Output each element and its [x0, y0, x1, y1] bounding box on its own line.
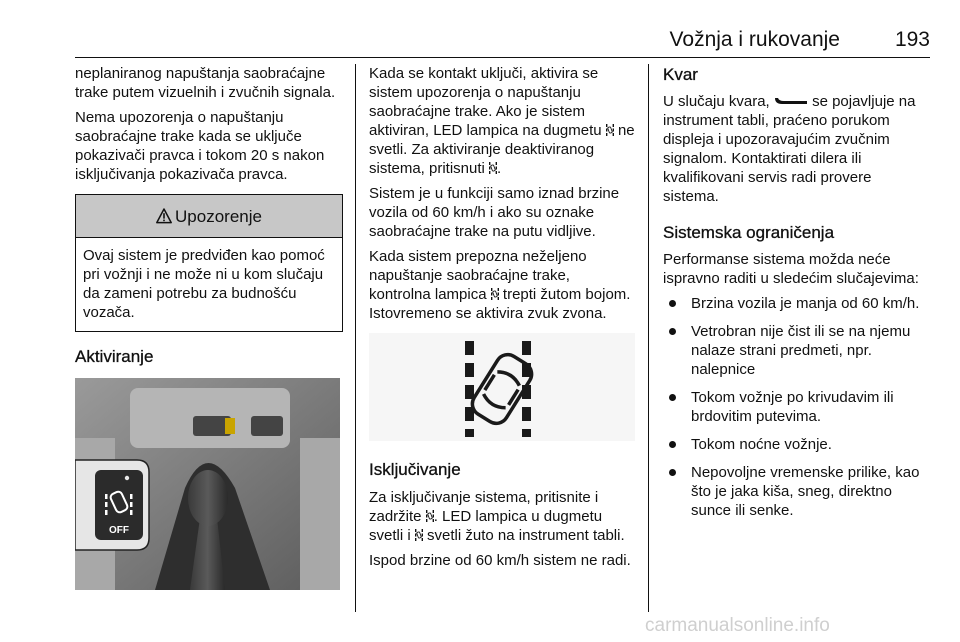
header-divider	[75, 57, 930, 58]
center-console-image	[75, 378, 340, 590]
lane-assist-icon	[491, 288, 499, 300]
page-header	[75, 26, 930, 56]
warning-box	[75, 194, 343, 332]
warning-header	[76, 195, 342, 238]
off-button-label: OFF	[109, 525, 129, 536]
warning-title: Upozorenje	[175, 206, 262, 226]
text-run: Kada sistem prepozna neželjeno napuštanje saobraćajne trake, kontrolna lampica	[369, 248, 587, 303]
chapter-title: Vožnja i rukovanje	[669, 28, 840, 51]
column-1	[75, 64, 343, 590]
column-3	[663, 64, 931, 529]
text-run: Kada se kontakt uključi, aktivira se sistem upozorenja o napuštanju saobraćajne trake. Ako je sistem aktiviran, LED lampica na dugmetu	[369, 65, 602, 139]
watermark: carmanualsonline.info	[645, 615, 830, 636]
paragraph: Performanse sistema možda neće ispravno raditi u sledećim slučajevima:	[663, 251, 919, 287]
text-run: trepti žutom bojom. Istovremeno se aktivira zvuk zvona.	[369, 286, 631, 322]
paragraph	[369, 488, 635, 545]
text-run: svetli žuto na instrument tabli.	[427, 527, 625, 544]
lane-assist-icon	[606, 124, 614, 136]
page-number: 193	[894, 28, 930, 51]
section-heading-activation: Aktiviranje	[75, 347, 154, 366]
section-heading-deactivation: Isključivanje	[369, 460, 461, 479]
lane-assist-icon	[369, 333, 635, 441]
paragraph	[663, 92, 931, 206]
console-photo	[75, 378, 340, 590]
list-item: Brzina vozila je manja od 60 km/h.	[663, 294, 931, 313]
list-item: Nepovoljne vremenske prilike, kao što je jaka kiša, sneg, direktno sunce ili senke.	[663, 463, 931, 520]
column-divider-1	[355, 64, 356, 612]
paragraph	[369, 64, 635, 178]
warning-triangle-icon	[156, 208, 172, 224]
column-divider-2	[648, 64, 649, 612]
limits-list	[663, 294, 931, 520]
text-run: Za isključivanje sistema, pritisnite i zadržite	[369, 489, 599, 525]
text-run: .	[497, 160, 502, 177]
text-run: U slučaju kvara,	[663, 93, 770, 110]
lane-assist-icon	[415, 529, 423, 541]
column-2	[369, 64, 635, 576]
warning-text: Ovaj sistem je predviđen kao pomoć pri vožnji i ne može ni u kom slučaju da zameni potrebu za budnošću vozača.	[83, 247, 325, 321]
paragraph: neplaniranog napuštanja saobraćajne trake putem vizuelnih i zvučnih signala.	[75, 65, 336, 101]
lane-departure-pictogram	[369, 333, 635, 441]
paragraph	[369, 247, 635, 323]
list-item: Vetrobran nije čist ili se na njemu nalaze strani predmeti, npr. nalepnice	[663, 322, 931, 379]
section-heading-fault: Kvar	[663, 65, 698, 84]
list-item: Tokom noćne vožnje.	[663, 435, 931, 454]
text-run: . LED lampica u dugmetu svetli i	[369, 508, 603, 544]
paragraph: Nema upozorenja o napuštanju saobraćajne trake kada se uključe pokazivači pravca i tokom 20 s nakon isključivanja pokazivača pravca.	[75, 109, 325, 183]
text-run: ne svetli. Za aktiviranje deaktiviranog sistema, pritisnuti	[369, 122, 635, 177]
paragraph: Sistem je u funkciji samo iznad brzine vozila od 60 km/h i ako su oznake saobraćajne trake na putu vidljive.	[369, 185, 620, 240]
list-item: Tokom vožnje po krivudavim ili brdovitim putevima.	[663, 388, 931, 426]
section-heading-limits: Sistemska ograničenja	[663, 223, 835, 242]
paragraph: Ispod brzine od 60 km/h sistem ne radi.	[369, 552, 631, 569]
lane-assist-icon	[489, 162, 497, 174]
lane-fault-icon	[774, 96, 808, 106]
lane-assist-icon	[426, 510, 434, 522]
text-run: se pojavljuje na instrument tabli, praćeno porukom displeja i upozoravajućim zvučnim signalom. Kontaktirati dilera ili kvalifikovani servis radi provere sistema.	[663, 93, 916, 205]
